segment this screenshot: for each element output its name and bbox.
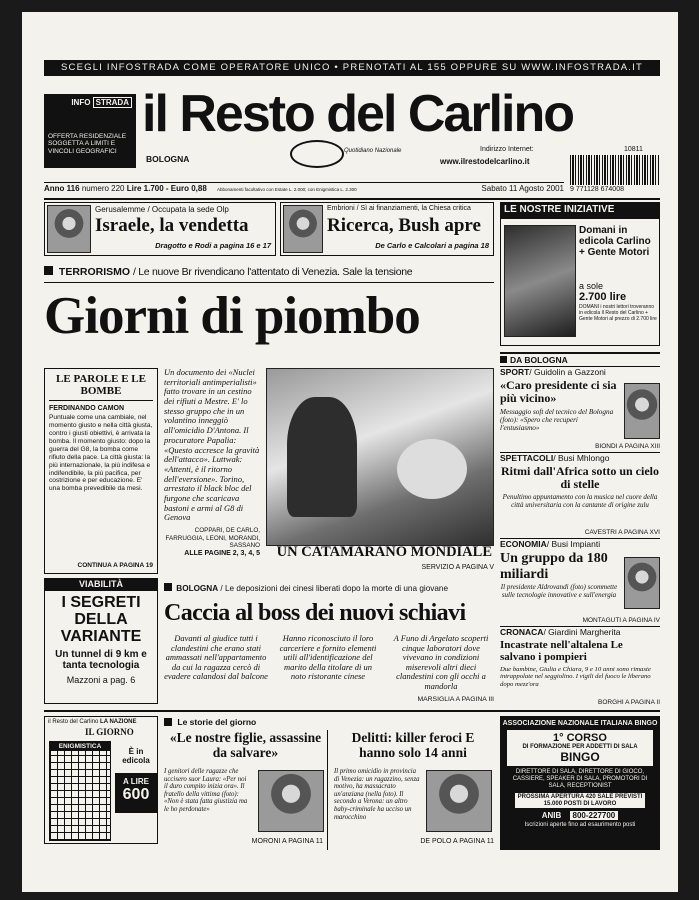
bologna-headline[interactable]: Caccia al boss dei nuovi schiavi	[164, 600, 466, 626]
bingo-anib: ANIB	[541, 811, 562, 821]
infostrada-ad	[44, 94, 136, 168]
brand-left: il Resto del Carlino	[48, 719, 99, 725]
storie-left-body: I genitori delle ragazze che uccisero suor Laura: «Per noi il duro compito inizia ora». Il fratello della vittima (foto): «Non è stata fatta giustizia ma le ho perdonate»	[164, 768, 248, 814]
storie-header: Le storie del giorno	[164, 716, 494, 728]
price-value: 600	[122, 786, 150, 803]
top-banner	[44, 60, 660, 76]
puzzle-title: ENIGMISTICA	[50, 742, 110, 751]
bingo-ad[interactable]	[500, 716, 660, 850]
teaser-right-credit: De Carlo e Calcolari a pagina 18	[375, 241, 489, 250]
spettacoli-credit: CAVESTRI A PAGINA XVI	[584, 529, 660, 536]
sport-body: Messaggio soft del tecnico del Bologna (foto): «Spero che recuperi l'entusiasmo»	[500, 407, 614, 432]
cronaca-credit: BORGHI A PAGINA II	[597, 699, 660, 706]
sport-label: SPORT	[500, 367, 530, 377]
da-bologna-header: DA BOLOGNA	[500, 352, 660, 364]
teaser-right[interactable]	[280, 202, 494, 256]
cronaca-body: Due bambine, Giulia e Chiara, 9 e 10 anni sono rimaste intrappolate nel seggiolino. I vigili del fuoco le liberano dopo mezz'ora	[500, 665, 651, 688]
puzzle-magazine	[49, 741, 111, 841]
anno: Anno 116	[44, 184, 80, 193]
masthead-title: il Resto del Carlino	[142, 85, 573, 143]
bologna-credit: MARSIGLIA A PAGINA III	[417, 696, 494, 703]
main-headline[interactable]: Giorni di piombo	[44, 287, 420, 345]
storie-right-credit: DE POLO A PAGINA 11	[420, 838, 494, 845]
brand-bottom: IL GIORNO	[85, 727, 134, 737]
bingo-org: ASSOCIAZIONE NAZIONALE ITALIANA BINGO	[502, 720, 658, 727]
main-photo	[266, 368, 494, 546]
price: Lire 1.700 - Euro 0,88	[126, 184, 207, 193]
sport-item[interactable]	[500, 366, 660, 452]
bingo-phone: 800-227700	[570, 811, 619, 820]
storie-left-headline: «Le nostre figlie, assassine da salvare»	[169, 730, 322, 761]
sport-kicker: / Guidolin a Gazzoni	[529, 367, 606, 377]
viabilita-label: VIABILITÀ	[44, 578, 158, 590]
economia-photo	[624, 557, 660, 609]
storie-right-headline: Delitti: killer feroci E hanno solo 14 anni	[351, 730, 475, 761]
terrorismo-kicker-line	[44, 264, 494, 280]
cronaca-item[interactable]	[500, 626, 660, 706]
iniziative-box[interactable]	[500, 218, 660, 346]
price-pre: A LIRE	[123, 777, 149, 786]
teaser-left[interactable]	[44, 202, 276, 256]
abbonamenti: Abbonamenti facoltativo con Estate L. 2.000; con Enigmistica L. 2.300	[217, 187, 357, 192]
magazine-cover	[504, 225, 576, 337]
infostrada-text: OFFERTA RESIDENZIALE SOGGETTA A LIMITI E VINCOLI GEOGRAFICI	[48, 133, 127, 155]
story-pages: ALLE PAGINE 2, 3, 4, 5	[184, 549, 260, 557]
sport-headline: «Caro presidente ci sia più vicino»	[500, 378, 617, 406]
qn-line: Quotidiano Nazionale	[344, 148, 402, 154]
bologna-col3: A Funo di Argelato scoperti cinque laboratori dove vivevano in condizioni miserevoli altri dieci clandestini con gli occhi a mandorla	[393, 633, 489, 691]
barcode	[570, 155, 660, 185]
teaser-right-headline: Ricerca, Bush apre	[327, 215, 481, 236]
iniziative-text1: Domani in edicola Carlino + Gente Motori	[579, 225, 651, 258]
enigmistica-ad[interactable]	[44, 716, 158, 844]
teaser-left-photo	[47, 205, 91, 253]
teaser-right-photo	[283, 205, 323, 253]
barcode-top: 10811	[624, 146, 643, 153]
storie-right-body: Il primo omicidio in provincia di Venezia: un ragazzino, senza motivo, ha massacrato un'anziana (nella foto). Il secondo a Verona: un altro baby-criminale ha ucciso un marocchino	[334, 768, 420, 821]
story-credits: COPPARI, DE CARLO, FARRUGGIA, LEONI, MORANDI, SASSANO	[165, 527, 260, 550]
viabilita-box[interactable]	[44, 590, 158, 704]
bologna-label: BOLOGNA	[176, 584, 219, 593]
editorial-continua: CONTINUA A PAGINA 19	[77, 562, 153, 569]
teaser-left-headline: Israele, la vendetta	[95, 215, 249, 236]
spettacoli-label: SPETTACOLI	[500, 453, 554, 463]
story-body: Un documento dei «Nuclei territoriali antimperialisti» fatto trovare in un cestino dei rifiuti a Mestre. E' lo stesso gruppo che in un volantino inneggiò all'omicidio D'Antona. Il procuratore Papalia: «Questo accresce la gravità dell'attacco». Luttwak: «Attenti, è il ritorno dell'eversione». Torino, arrestato il black bloc del furgone che scaricava bastoni e armi al G8 di Genova	[164, 367, 260, 523]
economia-headline: Un gruppo da 180 miliardi	[500, 551, 608, 582]
teaser-left-credit: Dragotto e Rodi a pagina 16 e 17	[155, 241, 271, 250]
viabilita-sub: Un tunnel di 9 km e tanta tecnologia	[55, 649, 147, 672]
qn-logo	[290, 140, 344, 168]
teaser-left-kicker: Gerusalemme / Occupata la sede Olp	[95, 205, 229, 214]
cronaca-headline: Incastrate nell'altalena Le salvano i pompieri	[500, 639, 623, 664]
cronaca-label: CRONACA	[500, 627, 544, 637]
newspaper-front-page	[22, 12, 678, 892]
bingo-prevista: PROSSIMA APERTURA 420 SALE PREVISTI 15.000 POSTI DI LAVORO	[515, 793, 645, 809]
editorial-body: Puntuale come una cambiale, nel momento giusto e nella città giusta, contro i giusti obiettivi, è arrivata la bomba. Il momento giusto: dopo la guerra del G8, la bomba come rifiuto della pace. La città giusta: la più internazionale, la più indifesa e indifendibile, la più pacifica, per costrizione e per educazione. E' una bomba prevedibile da mesi.	[49, 414, 153, 493]
storie-right-photo	[426, 770, 492, 832]
internet-label: Indirizzo Internet:	[480, 146, 534, 153]
economia-label: ECONOMIA	[500, 539, 547, 549]
sport-credit: BIONDI A PAGINA XIII	[595, 443, 660, 450]
story-column[interactable]	[164, 368, 260, 574]
iniziative-header: LE NOSTRE INIZIATIVE	[500, 202, 660, 218]
bologna-col1: Davanti al giudice tutti i clandestini che erano stati ammassati nell'appartamento da cui la ragazza cercò di evadere calandosi dal balcone	[164, 633, 268, 682]
editorial-title: LE PAROLE E LE BOMBE	[49, 373, 153, 401]
iniziative-price: 2.700 lire	[579, 291, 627, 303]
masthead-city: BOLOGNA	[146, 154, 190, 164]
spettacoli-item[interactable]	[500, 452, 660, 538]
iniziative-price-pre: a sole	[579, 281, 604, 291]
viabilita-headline: I SEGRETI DELLA VARIANTE	[60, 594, 142, 645]
bologna-kicker-line	[164, 582, 494, 596]
bingo-course: 1° CORSO	[553, 732, 607, 744]
internet-url: www.ilrestodelcarlino.it	[440, 157, 530, 166]
bingo-roles: DIRETTORE DI SALA, DIRETTORE DI GIOCO, CASSIERE, SPEAKER DI SALA, PROMOTORI DI SALA, RECEPTIONIST	[512, 769, 648, 789]
storie-left-credit: MORONI A PAGINA 11	[251, 838, 323, 845]
sport-photo	[624, 383, 660, 439]
barcode-number: 9 771128 674008	[570, 186, 624, 193]
economia-credit: MONTAGUTI A PAGINA IV	[582, 617, 660, 624]
bingo-footer: Iscrizioni aperte fino ad esaurimento posti	[524, 822, 636, 829]
economia-item[interactable]	[500, 538, 660, 626]
editorial-box[interactable]	[44, 368, 158, 574]
photo-caption-title: UN CATAMARANO MONDIALE	[276, 544, 492, 560]
photo-caption-credit: SERVIZIO A PAGINA V	[421, 564, 494, 571]
brand-mid: LA NAZIONE	[100, 719, 137, 725]
terrorismo-kicker: / Le nuove Br rivendicano l'attentato di Venezia. Sale la tensione	[133, 266, 413, 278]
iniziative-text2: DOMANI i nostri lettori troveranno in edicola Il Resto del Carlino + Gente Motori al prezzo di 2.700 lire	[579, 304, 657, 322]
viabilita-credit: Mazzoni a pag. 6	[66, 675, 136, 686]
storie-left[interactable]	[164, 730, 328, 850]
numero: numero 220	[81, 184, 125, 193]
top-banner-text: SCEGLI INFOSTRADA COME OPERATORE UNICO • PRENOTATI AL 155 OPPURE SU WWW.INFOSTRADA.IT	[61, 62, 643, 73]
price-burst	[115, 773, 157, 813]
edicola: È in edicola	[122, 747, 150, 765]
bingo-title: BINGO	[560, 750, 600, 764]
economia-body: Il presidente Aldrovandi (foto) scommette sulle tecnologie innovative e sull'energia	[500, 583, 618, 600]
bologna-col2: Hanno riconosciuto il loro carceriere e fornito elementi utili all'identificazione del marito della titolare di un noto ristorante cinese	[279, 633, 377, 682]
spettacoli-headline: Ritmi dall'Africa sotto un cielo di stelle	[501, 464, 659, 492]
editorial-author: FERDINANDO CAMON	[49, 405, 125, 413]
terrorismo-label: TERRORISMO	[58, 266, 131, 278]
bologna-kicker: / Le deposizioni dei cinesi liberati dopo la morte di una giovane	[220, 584, 448, 593]
economia-kicker: / Busi Impianti	[546, 539, 601, 549]
teaser-right-kicker: Embrioni / Sì ai finanziamenti, la Chiesa critica	[327, 205, 471, 212]
cronaca-kicker: / Giardini Margherita	[543, 627, 621, 637]
infostrada-logo: INFO STRADA	[48, 98, 132, 107]
bingo-course-sub: DI FORMAZIONE PER ADDETTI DI SALA	[522, 744, 638, 750]
spettacoli-kicker: / Busi Mhlongo	[553, 453, 610, 463]
spettacoli-body: Penultimo appuntamento con la musica nel cuore della città universitaria con la cantante di origine zulu	[502, 492, 658, 509]
date: Sabato 11 Agosto 2001	[481, 184, 564, 193]
dateline	[44, 184, 564, 196]
storie-left-photo	[258, 770, 324, 832]
storie-right[interactable]	[332, 730, 494, 850]
